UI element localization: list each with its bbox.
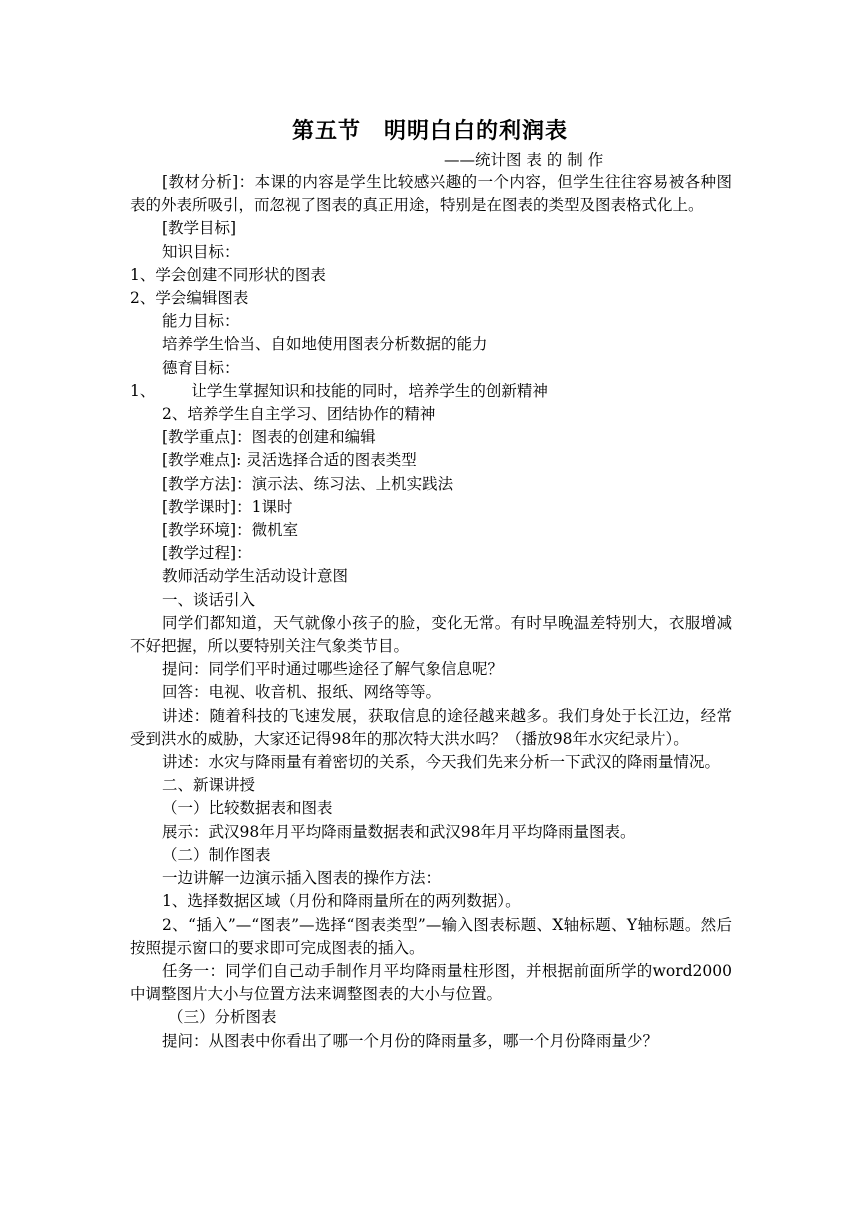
paragraph-ability-objective: 能力目标： [162, 312, 240, 331]
paragraph-moral-item-2: 2、培养学生自主学习、团结协作的精神 [162, 405, 436, 424]
subsection-heading-analyze: （三）分析图表 [168, 1008, 277, 1027]
paragraph-ability-item: 培养学生恰当、自如地使用图表分析数据的能力 [162, 335, 488, 354]
section-heading-intro: 一、谈话引入 [162, 590, 256, 609]
moral-item-1-number: 1、 [130, 381, 156, 400]
section-heading-new-lesson: 二、新课讲授 [162, 776, 256, 795]
paragraph-narration-1: 讲述：随着科技的飞速发展，获取信息的途径越来越多。我们身处于长江边，经常受到洪水的威胁，大家还记得98年的那次特大洪水吗？（播放98年水灾纪录片）。 [130, 706, 732, 748]
paragraph-knowledge-objective: 知识目标： [162, 242, 240, 261]
page-title: 第五节 明明白白的利润表 [291, 119, 568, 144]
paragraph-activity-header: 教师活动学生活动设计意图 [162, 567, 349, 586]
paragraph-teaching-process: [教学过程]： [162, 544, 252, 563]
paragraph-class-hours: [教学课时]：1课时 [162, 497, 293, 516]
paragraph-knowledge-item-1: 1、学会创建不同形状的图表 [130, 265, 326, 284]
paragraph-weather-intro: 同学们都知道，天气就像小孩子的脸，变化无常。有时早晚温差特别大，衣服增减不好把握，所以要特别关注气象类节目。 [130, 613, 732, 656]
paragraph-moral-objective: 德育目标： [162, 358, 240, 377]
paragraph-showcase: 展示：武汉98年月平均降雨量数据表和武汉98年月平均降雨量图表。 [162, 822, 636, 841]
paragraph-question-2: 提问：从图表中你看出了哪一个月份的降雨量多，哪一个月份降雨量少？ [162, 1031, 659, 1050]
page-subtitle: ——统计图 表 的 制 作 [444, 151, 604, 169]
paragraph-knowledge-item-2: 2、学会编辑图表 [130, 289, 249, 308]
subsection-heading-make-chart: （二）制作图表 [162, 845, 271, 864]
paragraph-task-1: 任务一：同学们自己动手制作月平均降雨量柱形图，并根据前面所学的word2000中调整图片大小与位置方法来调整图表的大小与位置。 [130, 961, 732, 1004]
document-body [130, 171, 732, 1053]
paragraph-teaching-objectives: [教学目标] [162, 219, 237, 238]
subsection-heading-compare: （一）比较数据表和图表 [162, 799, 333, 818]
paragraph-teaching-methods: [教学方法]：演示法、练习法、上机实践法 [162, 474, 454, 493]
paragraph-demo-intro: 一边讲解一边演示插入图表的操作方法： [162, 869, 442, 888]
paragraph-moral-item-1 [130, 380, 732, 403]
moral-item-1-text: 让学生掌握知识和技能的同时，培养学生的创新精神 [191, 381, 548, 400]
paragraph-key-points: [教学重点]：图表的创建和编辑 [162, 428, 376, 447]
paragraph-environment: [教学环境]：微机室 [162, 521, 299, 540]
paragraph-answer-1: 回答：电视、收音机、报纸、网络等等。 [162, 683, 442, 702]
paragraph-step-1: 1、选择数据区域（月份和降雨量所在的两列数据）。 [162, 892, 521, 911]
paragraph-step-2: 2、“插入”—“图表”—选择“图表类型”—输入图表标题、X轴标题、Y轴标题。然后按照提示窗口的要求即可完成图表的插入。 [130, 915, 732, 957]
paragraph-textbook-analysis: [教材分析]：本课的内容是学生比较感兴趣的一个内容，但学生往往容易被各种图表的外表所吸引，而忽视了图表的真正用途，特别是在图表的类型及图表格式化上。 [130, 173, 732, 215]
paragraph-question-1: 提问：同学们平时通过哪些途径了解气象信息呢？ [162, 660, 504, 679]
paragraph-narration-2: 讲述：水灾与降雨量有着密切的关系，今天我们先来分析一下武汉的降雨量情况。 [162, 753, 721, 772]
paragraph-difficulties: [教学难点]: 灵活选择合适的图表类型 [162, 451, 417, 470]
